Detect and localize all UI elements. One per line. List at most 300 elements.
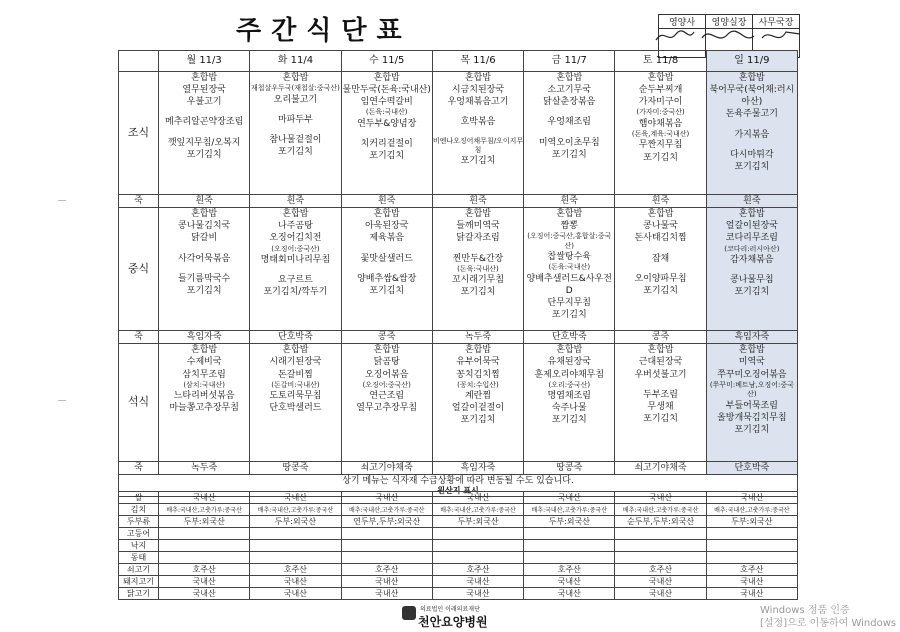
meal-cell bbox=[524, 72, 615, 195]
origin-cell bbox=[341, 528, 432, 540]
menu-dish: 혼합밥 bbox=[373, 73, 400, 83]
origin-cell: 국내산 bbox=[706, 492, 797, 504]
menu-dish: 양배추샐러드&사우전D bbox=[526, 273, 612, 297]
menu-dish: 유채된장국 bbox=[547, 357, 591, 368]
origin-row bbox=[119, 528, 798, 540]
porridge-cell: 흰죽 bbox=[432, 195, 523, 208]
weekly-menu-table bbox=[118, 50, 798, 497]
menu-dish: 혼합밥 bbox=[191, 209, 218, 220]
origin-cell bbox=[159, 552, 250, 564]
menu-dish bbox=[433, 129, 523, 137]
meal-row-dinner bbox=[119, 344, 798, 462]
origin-cell: 두부:외국산 bbox=[250, 516, 341, 528]
footer-name: 천안요양병원 bbox=[418, 615, 488, 629]
meal-cell bbox=[615, 344, 706, 462]
meal-cell bbox=[159, 208, 250, 331]
menu-dish: 포기김치/깍두기 bbox=[263, 287, 328, 298]
origin-cell bbox=[432, 528, 523, 540]
menu-dish: 미역오이초무침 bbox=[538, 137, 600, 148]
origin-cell: 호주산 bbox=[341, 564, 432, 576]
origin-cell: 국내산 bbox=[706, 588, 797, 600]
porridge-cell: 쇠고기야채죽 bbox=[615, 462, 706, 475]
menu-dish: 도토리묵무침 bbox=[269, 391, 322, 402]
origin-cell: 두부:외국산 bbox=[524, 516, 615, 528]
menu-dish: 삼치무조림 bbox=[182, 369, 226, 380]
origin-cell: 호주산 bbox=[250, 564, 341, 576]
porridge-label: 죽 bbox=[119, 462, 159, 475]
menu-dish: 꽁치김치찜 bbox=[456, 369, 500, 380]
meal-cell bbox=[250, 72, 341, 195]
day-header-wed: 수 11/5 bbox=[341, 51, 432, 72]
porridge-cell: 땅콩죽 bbox=[250, 462, 341, 475]
menu-dish: 포기김치 bbox=[734, 161, 770, 172]
meal-cell bbox=[341, 208, 432, 331]
menu-dish: 들기름막국수 bbox=[178, 273, 231, 284]
menu-dish: 부들어묵조림 bbox=[725, 400, 778, 411]
porridge-cell: 흰죽 bbox=[615, 195, 706, 208]
porridge-cell: 흑임자죽 bbox=[159, 331, 250, 344]
porridge-cell: 단호박죽 bbox=[706, 462, 797, 475]
origin-label: 두부류 bbox=[119, 516, 159, 528]
watermark-line2: [설정]으로 이동하여 Windows bbox=[760, 618, 897, 629]
menu-dish: 제육볶음 bbox=[369, 233, 405, 244]
approval-header-nutrition-chief: 영양실장 bbox=[706, 15, 753, 29]
menu-dish: 느타리버섯볶음 bbox=[173, 391, 235, 402]
menu-dish: 꼬시래기무침 bbox=[451, 275, 505, 286]
menu-dish: 연근조림 bbox=[369, 391, 405, 402]
origin-cell: 국내산 bbox=[432, 492, 523, 504]
menu-dish bbox=[159, 265, 249, 273]
menu-dish: (오징어:중국산) bbox=[271, 244, 320, 253]
menu-dish: 들깨미역국 bbox=[456, 221, 500, 232]
porridge-cell: 흰죽 bbox=[159, 195, 250, 208]
menu-dish: 숙주나물 bbox=[551, 403, 587, 414]
menu-dish: 포기김치 bbox=[643, 285, 678, 296]
origin-cell: 배추:국내산,고춧가루:중국산 bbox=[250, 504, 341, 516]
porridge-cell: 흰죽 bbox=[524, 195, 615, 208]
menu-dish: 닭곰탕 bbox=[373, 357, 400, 368]
footer-org: 의료법인 이래의료재단 bbox=[420, 606, 480, 613]
origin-cell: 국내산 bbox=[615, 576, 706, 588]
menu-dish: 오리불고기 bbox=[273, 94, 318, 105]
porridge-row-dinner bbox=[119, 462, 798, 475]
origin-label: 동태 bbox=[119, 552, 159, 564]
origin-cell: 두부:외국산 bbox=[432, 516, 523, 528]
approval-header-dietitian: 영양사 bbox=[659, 15, 706, 29]
meal-cell bbox=[159, 344, 250, 462]
origin-cell: 배추:국내산,고춧가루:중국산 bbox=[615, 504, 706, 516]
menu-dish: 포기김치 bbox=[186, 285, 222, 296]
menu-dish: 가지볶음 bbox=[734, 129, 770, 140]
menu-dish: 혼합밥 bbox=[373, 209, 400, 220]
menu-dish: 혼합밥 bbox=[647, 345, 674, 356]
menu-dish: 혼합밥 bbox=[464, 345, 492, 356]
approval-header-office-director: 사무국장 bbox=[753, 15, 800, 29]
menu-dish: 무생채 bbox=[647, 401, 674, 412]
origin-cell: 국내산 bbox=[706, 576, 797, 588]
menu-dish bbox=[707, 121, 797, 129]
menu-dish bbox=[250, 266, 340, 274]
origin-table bbox=[118, 491, 798, 600]
menu-dish: (삼치:국내산) bbox=[183, 380, 225, 389]
origin-cell: 연두부,두부:외국산 bbox=[341, 516, 432, 528]
menu-dish: 열무고추장무침 bbox=[356, 403, 418, 414]
origin-cell bbox=[250, 540, 341, 552]
menu-dish: 찹쌀탕수육 bbox=[547, 252, 591, 263]
menu-dish: 돈육주물고기 bbox=[725, 109, 778, 120]
origin-cell bbox=[432, 552, 523, 564]
menu-dish: 열무된장국 bbox=[182, 85, 226, 96]
menu-dish: 혼합밥 bbox=[738, 209, 765, 220]
scan-mark bbox=[58, 200, 66, 201]
menu-dish: 미역국 bbox=[738, 357, 765, 368]
menu-dish bbox=[159, 414, 249, 426]
meal-cell bbox=[615, 72, 706, 195]
menu-dish: 시래기된장국 bbox=[269, 357, 322, 368]
menu-dish bbox=[250, 106, 340, 114]
menu-dish bbox=[342, 245, 432, 253]
meal-cell bbox=[706, 72, 797, 195]
menu-dish bbox=[342, 265, 432, 273]
menu-dish: 포기김치 bbox=[369, 285, 405, 296]
menu-dish: 우엉채조림 bbox=[547, 117, 591, 128]
menu-dish: 포기김치 bbox=[643, 152, 678, 163]
origin-cell: 호주산 bbox=[615, 564, 706, 576]
origin-cell bbox=[341, 552, 432, 564]
menu-dish: 무짠지무침 bbox=[638, 140, 683, 151]
handwritten-signatures bbox=[654, 24, 804, 48]
origin-cell: 호주산 bbox=[524, 564, 615, 576]
origin-label: 고등어 bbox=[119, 528, 159, 540]
porridge-cell: 녹두죽 bbox=[432, 331, 523, 344]
corner-cell bbox=[119, 51, 159, 72]
origin-cell bbox=[250, 552, 341, 564]
menu-dish: (코다리:러시아산) bbox=[724, 244, 780, 253]
porridge-cell: 콩죽 bbox=[341, 331, 432, 344]
day-header-sat: 토 11/8 bbox=[615, 51, 706, 72]
origin-label: 쌀 bbox=[119, 492, 159, 504]
menu-dish: 양배추쌈&쌈장 bbox=[357, 273, 417, 284]
menu-dish bbox=[342, 414, 432, 426]
menu-dish: 포기김치 bbox=[551, 415, 587, 426]
origin-label: 낙지 bbox=[119, 540, 159, 552]
notice-text: 상기 메뉴는 식자재 수급상황에 따라 변동될 수도 있습니다. bbox=[342, 476, 574, 487]
menu-dish: 포기김치 bbox=[460, 156, 496, 167]
menu-dish bbox=[433, 245, 523, 253]
menu-dish: (가자미:중국산) bbox=[636, 108, 685, 117]
menu-dish: 단무지무침 bbox=[547, 298, 591, 309]
day-header-tue: 화 11/4 bbox=[250, 51, 341, 72]
menu-dish: 돈갈비찜 bbox=[278, 369, 313, 380]
menu-dish: 혼합밥 bbox=[464, 73, 492, 83]
menu-dish: 콩나물김치국 bbox=[178, 221, 231, 232]
menu-dish: 호박볶음 bbox=[460, 117, 496, 128]
menu-dish bbox=[159, 108, 249, 116]
menu-dish bbox=[615, 265, 705, 273]
meal-cell bbox=[341, 72, 432, 195]
porridge-cell: 단호박죽 bbox=[524, 331, 615, 344]
porridge-cell: 흰죽 bbox=[250, 195, 341, 208]
menu-dish: 아욱된장국 bbox=[364, 221, 409, 232]
menu-dish: 사각어묵볶음 bbox=[178, 253, 231, 264]
menu-dish: 치커리겉절이 bbox=[360, 139, 413, 149]
menu-dish: 메추리알곤약장조림 bbox=[165, 117, 244, 128]
origin-cell: 배추:국내산,고춧가루:중국산 bbox=[432, 504, 523, 516]
menu-dish: 오징어볶음 bbox=[364, 369, 409, 380]
menu-dish: 혼합밥 bbox=[556, 345, 583, 356]
origin-cell: 배추:국내산,고춧가루:중국산 bbox=[706, 504, 797, 516]
origin-label: 돼지고기 bbox=[119, 576, 159, 588]
menu-dish: 가자미구이 bbox=[638, 97, 683, 108]
day-header-fri: 금 11/7 bbox=[524, 51, 615, 72]
porridge-label: 죽 bbox=[119, 331, 159, 344]
origin-cell bbox=[706, 528, 797, 540]
origin-cell: 국내산 bbox=[432, 576, 523, 588]
menu-dish: 혼합밥 bbox=[647, 209, 674, 220]
menu-dish: 순두부찌개 bbox=[638, 85, 683, 96]
meal-cell bbox=[524, 344, 615, 462]
menu-dish bbox=[524, 129, 614, 137]
menu-dish: 소고기무국 bbox=[547, 85, 591, 96]
origin-row bbox=[119, 552, 798, 564]
menu-dish: 물만두국(돈육:국내산) bbox=[342, 85, 431, 96]
menu-dish: (돈육:국내산) bbox=[457, 264, 499, 273]
menu-dish: 우불고기 bbox=[186, 97, 222, 108]
watermark-line1: Windows 정품 인증 bbox=[760, 605, 850, 616]
porridge-cell: 흑임자죽 bbox=[432, 462, 523, 475]
porridge-row-lunch bbox=[119, 331, 798, 344]
meal-label-breakfast: 조식 bbox=[119, 72, 159, 195]
origin-cell bbox=[524, 528, 615, 540]
origin-cell bbox=[524, 540, 615, 552]
porridge-cell: 흑임자죽 bbox=[706, 331, 797, 344]
menu-dish: 재첩살우두국(재첩살:중국산) bbox=[250, 84, 340, 93]
menu-dish: 닭갈자조림 bbox=[456, 233, 500, 244]
origin-row bbox=[119, 516, 798, 528]
menu-dish: 잡채 bbox=[651, 253, 670, 264]
menu-dish: 포기김치 bbox=[460, 287, 496, 298]
menu-dish: 두부조림 bbox=[643, 389, 678, 400]
menu-dish: 포기김치 bbox=[186, 149, 222, 160]
origin-cell bbox=[432, 540, 523, 552]
origin-cell: 호주산 bbox=[159, 564, 250, 576]
meal-cell bbox=[706, 344, 797, 462]
menu-dish bbox=[615, 381, 705, 389]
origin-row bbox=[119, 588, 798, 600]
menu-dish: (꽁치:수입산) bbox=[457, 380, 499, 389]
menu-dish: 마늘쫑고추장무침 bbox=[169, 403, 239, 414]
origin-row bbox=[119, 540, 798, 552]
meal-cell bbox=[706, 208, 797, 331]
meal-cell bbox=[250, 344, 341, 462]
menu-dish: 명엽채조림 bbox=[547, 391, 591, 402]
menu-dish: 닭갈비 bbox=[191, 233, 218, 244]
porridge-cell: 쇠고기야채죽 bbox=[341, 462, 432, 475]
menu-dish: 혼합밥 bbox=[738, 73, 765, 83]
menu-dish: 꽃맛살샐러드 bbox=[360, 253, 413, 264]
origin-cell bbox=[159, 528, 250, 540]
origin-cell: 국내산 bbox=[341, 588, 432, 600]
menu-dish: 우버섯불고기 bbox=[634, 369, 687, 380]
menu-dish bbox=[707, 141, 797, 149]
menu-dish: 포기김치 bbox=[278, 147, 313, 157]
origin-cell: 국내산 bbox=[524, 588, 615, 600]
menu-dish: 포기김치 bbox=[734, 424, 770, 435]
meal-cell bbox=[341, 344, 432, 462]
origin-cell: 국내산 bbox=[159, 588, 250, 600]
origin-cell: 호주산 bbox=[432, 564, 523, 576]
menu-dish: 혼합밥 bbox=[191, 345, 218, 356]
menu-dish: 연두부&양념장 bbox=[357, 118, 417, 129]
origin-cell: 국내산 bbox=[250, 492, 341, 504]
origin-cell: 국내산 bbox=[250, 588, 341, 600]
menu-dish: 수제비국 bbox=[186, 357, 222, 368]
menu-dish: 혼합밥 bbox=[647, 73, 674, 83]
porridge-row-breakfast bbox=[119, 195, 798, 208]
origin-cell bbox=[159, 540, 250, 552]
meal-cell bbox=[159, 72, 250, 195]
menu-dish: 코다리무조림 bbox=[725, 233, 778, 244]
meal-cell bbox=[432, 208, 523, 331]
menu-dish: 훈제오리야채무침 bbox=[534, 369, 605, 380]
menu-dish: 포기김치 bbox=[734, 287, 770, 298]
menu-dish bbox=[615, 245, 705, 253]
porridge-cell: 흰죽 bbox=[706, 195, 797, 208]
origin-cell bbox=[615, 540, 706, 552]
porridge-label: 죽 bbox=[119, 195, 159, 208]
origin-cell: 호주산 bbox=[706, 564, 797, 576]
menu-dish bbox=[250, 126, 340, 134]
menu-dish: 감자채볶음 bbox=[730, 255, 774, 265]
meal-cell bbox=[524, 208, 615, 331]
menu-dish: (오징어:중국산,홍합살:중국산) bbox=[527, 232, 612, 250]
menu-dish bbox=[342, 130, 432, 138]
menu-dish: 혼합밥 bbox=[373, 345, 400, 356]
menu-dish: 쭈꾸미오징어볶음 bbox=[717, 369, 787, 380]
menu-dish bbox=[159, 245, 249, 253]
origin-cell: 두부:외국산 bbox=[706, 516, 797, 528]
meal-label-dinner: 석식 bbox=[119, 344, 159, 462]
windows-activation-watermark bbox=[760, 604, 896, 630]
menu-dish: 오이양파무침 bbox=[634, 273, 687, 284]
origin-cell: 순두부,두부:외국산 bbox=[615, 516, 706, 528]
menu-dish: (오리:중국산) bbox=[548, 380, 591, 389]
porridge-cell: 흰죽 bbox=[341, 195, 432, 208]
meal-row-lunch bbox=[119, 208, 798, 331]
menu-dish: 마파두부 bbox=[278, 114, 313, 125]
origin-cell bbox=[615, 552, 706, 564]
menu-dish: 시금치된장국 bbox=[451, 85, 505, 96]
day-header-sun: 일 11/9 bbox=[706, 51, 797, 72]
origin-cell bbox=[615, 528, 706, 540]
menu-dish: 짬뽕 bbox=[560, 221, 578, 232]
origin-cell: 국내산 bbox=[159, 576, 250, 588]
menu-dish: 다시마튀각 bbox=[730, 149, 774, 160]
menu-dish: 혼합밥 bbox=[191, 73, 218, 83]
porridge-cell: 콩죽 bbox=[615, 331, 706, 344]
menu-dish: 얼갈이겉절이 bbox=[451, 403, 505, 414]
menu-dish: 혼합밥 bbox=[738, 345, 765, 356]
origin-cell bbox=[706, 540, 797, 552]
menu-dish: 임연수떡갈비 bbox=[360, 97, 413, 108]
menu-dish: 우엉채볶음고기 bbox=[447, 97, 509, 108]
origin-label: 김치 bbox=[119, 504, 159, 516]
origin-cell: 국내산 bbox=[250, 576, 341, 588]
menu-dish: 혼합밥 bbox=[282, 209, 309, 220]
menu-dish: 포기김치 bbox=[460, 415, 496, 426]
menu-dish: 오징어김치전 bbox=[269, 233, 322, 244]
origin-title: 원산지 표시 bbox=[437, 485, 479, 495]
origin-cell: 국내산 bbox=[615, 492, 706, 504]
meal-cell bbox=[250, 208, 341, 331]
menu-dish: (돈육:국내산) bbox=[548, 263, 591, 272]
origin-row bbox=[119, 576, 798, 588]
origin-cell bbox=[706, 552, 797, 564]
menu-dish: 혼합밥 bbox=[556, 73, 583, 83]
porridge-cell: 땅콩죽 bbox=[524, 462, 615, 475]
meal-label-lunch: 중식 bbox=[119, 208, 159, 331]
origin-cell: 국내산 bbox=[615, 588, 706, 600]
menu-dish: (오징어:중국산) bbox=[362, 380, 411, 389]
origin-cell: 국내산 bbox=[524, 492, 615, 504]
menu-dish: 햄야채볶음 bbox=[638, 118, 683, 129]
meal-cell bbox=[432, 72, 523, 195]
day-header-thu: 목 11/6 bbox=[432, 51, 523, 72]
menu-dish: 포기김치 bbox=[643, 413, 678, 424]
origin-cell: 국내산 bbox=[341, 576, 432, 588]
scan-mark bbox=[58, 400, 66, 401]
menu-dish: 요구르트 bbox=[278, 275, 313, 286]
day-header-mon: 월 11/3 bbox=[159, 51, 250, 72]
origin-cell bbox=[250, 528, 341, 540]
menu-dish: 콩나물무침 bbox=[730, 275, 774, 286]
origin-label: 닭고기 bbox=[119, 588, 159, 600]
origin-cell: 국내산 bbox=[524, 576, 615, 588]
menu-dish: 비엔나오징어채무침/오이지무침 bbox=[432, 136, 524, 154]
origin-row bbox=[119, 492, 798, 504]
origin-cell: 국내산 bbox=[341, 492, 432, 504]
meal-cell bbox=[615, 208, 706, 331]
menu-dish: 혼합밥 bbox=[282, 73, 309, 83]
menu-dish: 단호박샐러드 bbox=[269, 403, 322, 414]
menu-dish: 돈사태김치찜 bbox=[634, 233, 687, 244]
menu-dish: (쭈꾸미:베트남,오징어:중국산) bbox=[709, 380, 794, 399]
footer-hospital bbox=[398, 604, 488, 630]
menu-dish bbox=[433, 108, 523, 116]
menu-dish bbox=[159, 129, 249, 137]
menu-dish: 포기김치 bbox=[551, 149, 587, 160]
origin-label: 쇠고기 bbox=[119, 564, 159, 576]
menu-dish: 혼합밥 bbox=[556, 209, 583, 220]
menu-dish: 콩나물국 bbox=[643, 221, 678, 232]
menu-dish: 얼갈이된장국 bbox=[725, 221, 778, 232]
menu-dish bbox=[707, 266, 797, 274]
origin-cell: 국내산 bbox=[159, 492, 250, 504]
origin-row bbox=[119, 504, 798, 516]
menu-dish: 포기김치 bbox=[551, 310, 587, 321]
menu-dish: 혼합밥 bbox=[464, 209, 492, 220]
menu-dish: (돈갈비:국내산) bbox=[271, 380, 320, 389]
origin-cell bbox=[341, 540, 432, 552]
origin-cell: 배추:국내산,고춧가루:중국산 bbox=[159, 504, 250, 516]
menu-dish: 포기김치 bbox=[369, 151, 405, 162]
menu-dish: 올방개묵김치무침 bbox=[717, 412, 787, 423]
porridge-cell: 녹두죽 bbox=[159, 462, 250, 475]
menu-dish: 근대된장국 bbox=[638, 357, 683, 368]
day-header-row bbox=[119, 51, 798, 72]
menu-dish: 참나물겉절이 bbox=[269, 134, 322, 145]
menu-dish: 계란찜 bbox=[464, 391, 492, 402]
